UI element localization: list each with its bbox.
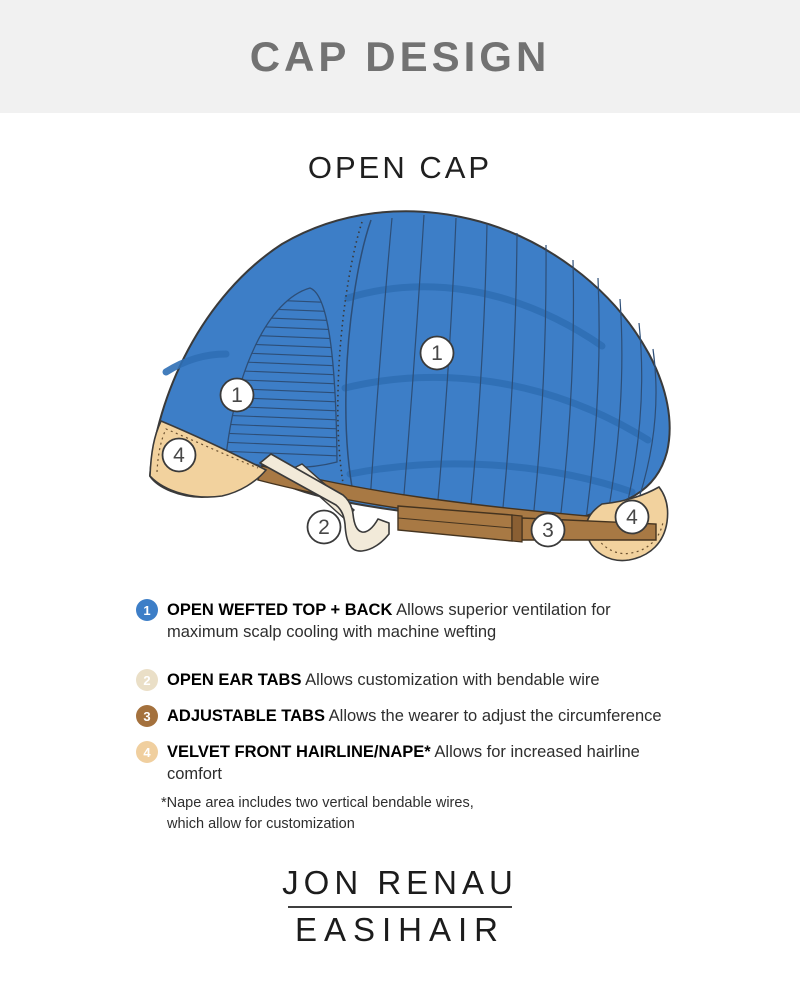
marker-1-front [221,379,254,412]
legend-item-text [167,741,672,785]
marker-3 [532,514,565,547]
brand-divider [288,906,512,908]
svg-text:1: 1 [231,384,243,407]
legend-dot-4: 4 [136,741,158,763]
header-band [0,0,800,113]
legend-item-title: ADJUSTABLE TABS [167,707,325,725]
marker-4-nape [616,501,649,534]
cap-diagram-svg [140,200,680,600]
svg-text:2: 2 [318,516,330,539]
legend-dot-3: 3 [136,705,158,727]
marker-2 [308,511,341,544]
nape-footnote [161,793,696,835]
legend-item-text [167,599,672,643]
legend [136,599,696,835]
legend-item-description: Allows superior ventilation for maximum scalp cooling with machine wefting [167,601,611,641]
legend-dot-2: 2 [136,669,158,691]
legend-item-description: Allows the wearer to adjust the circumference [328,707,662,725]
brand-easihair: EASIHAIR [294,911,506,948]
footnote-line-2: which allow for customization [167,816,355,832]
legend-item-title: OPEN EAR TABS [167,671,302,689]
marker-4-front [163,439,196,472]
cap-diagram [140,200,680,600]
svg-text:1: 1 [431,342,443,365]
legend-item-open-wefted-top-back [136,599,696,643]
legend-item-open-ear-tabs [136,669,696,691]
legend-item-text [167,669,600,691]
legend-item-adjustable-tabs [136,705,696,727]
legend-item-text [167,705,662,727]
legend-item-title: VELVET FRONT HAIRLINE/NAPE* [167,743,431,761]
cap-style-subtitle: OPEN CAP [307,150,493,185]
legend-item-description: Allows customization with bendable wire [305,671,600,689]
svg-text:4: 4 [173,444,185,467]
footnote-line-1: *Nape area includes two vertical bendable wires, [161,795,474,811]
marker-1-back [421,337,454,370]
legend-dot-1: 1 [136,599,158,621]
page-title: CAP DESIGN [249,32,551,80]
brand-jon-renau: JON RENAU [282,864,518,901]
legend-item-velvet-front-hairline-nape [136,741,696,785]
svg-text:3: 3 [542,519,554,542]
legend-item-description: Allows for increased hairline comfort [167,743,640,783]
legend-item-title: OPEN WEFTED TOP + BACK [167,601,393,619]
svg-text:4: 4 [626,506,638,529]
brand-logo [0,864,800,949]
